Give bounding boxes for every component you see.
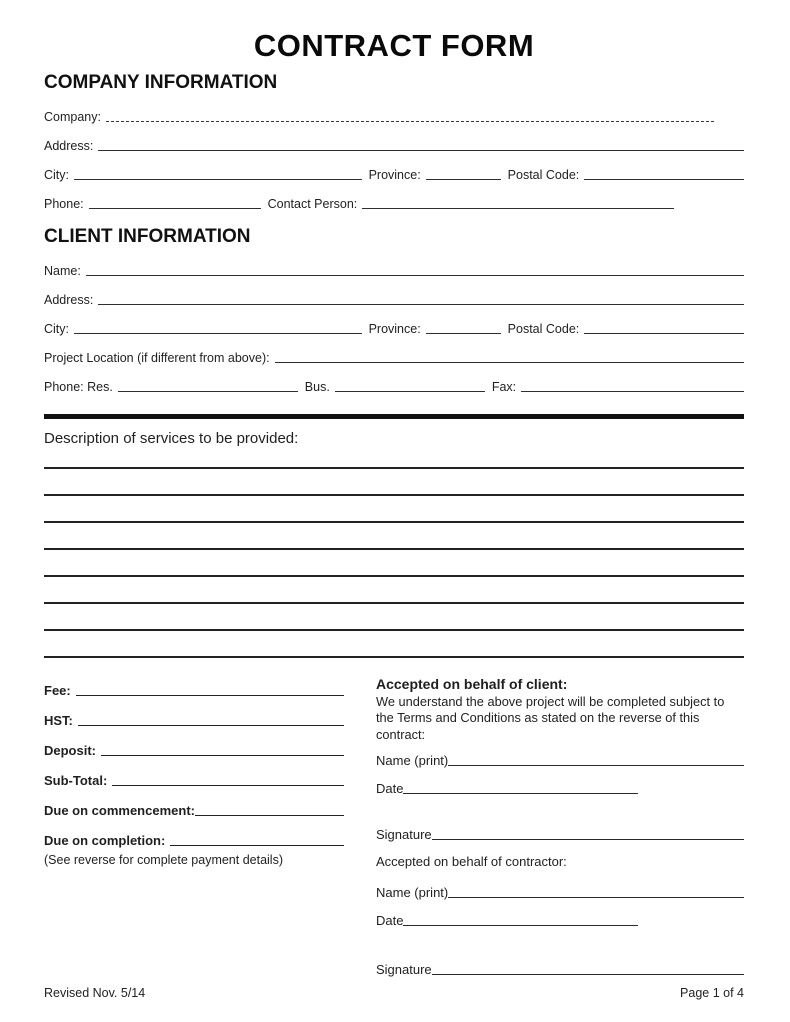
client-signature-input-line[interactable] [432,839,744,840]
revision-note: Revised Nov. 5/14 [44,986,146,1000]
client-city-row [44,307,744,336]
contractor-name-print-row [376,870,744,900]
company-postal-code-input-line[interactable] [584,179,744,180]
contractor-date-input-line[interactable] [403,925,638,926]
client-city-label: City: [44,321,69,336]
client-address-row [44,278,744,307]
company-input-line[interactable] [106,121,714,122]
contractor-name-print-input-line[interactable] [448,897,744,898]
company-postal-code-label: Postal Code: [507,167,580,182]
fee-label: Fee: [44,682,71,698]
due-completion-input-line[interactable] [170,845,344,846]
project-location-row [44,336,744,365]
company-label: Company: [44,109,101,124]
hst-label: HST: [44,712,73,728]
contact-person-label: Contact Person: [267,196,358,211]
company-province-input-line[interactable] [426,179,501,180]
phone-bus-label: Bus. [304,379,330,394]
company-phone-input-line[interactable] [89,208,261,209]
client-signature-label: Signature [376,827,432,843]
due-commencement-label: Due on commencement: [44,802,195,818]
page-title: CONTRACT FORM [253,28,535,63]
deposit-input-line[interactable] [101,755,344,756]
client-date-label: Date [376,781,404,797]
contractor-acceptance-heading: Accepted on behalf of contractor: [376,854,567,870]
company-name-row [44,95,744,124]
deposit-label: Deposit: [44,742,96,758]
client-section-heading: CLIENT INFORMATION [44,225,251,247]
due-completion-row [44,818,344,848]
due-commencement-input-line[interactable] [195,815,344,816]
fee-row [44,674,344,698]
client-postal-code-label: Postal Code: [507,321,580,336]
company-address-label: Address: [44,138,94,153]
page-number: Page 1 of 4 [680,986,744,1000]
client-address-label: Address: [44,292,94,307]
client-postal-code-input-line[interactable] [584,333,744,334]
hst-input-line[interactable] [78,725,344,726]
project-location-input-line[interactable] [275,362,744,363]
description-line[interactable] [44,550,744,577]
description-line[interactable] [44,523,744,550]
description-line[interactable] [44,496,744,523]
company-city-input-line[interactable] [74,179,362,180]
client-acceptance-heading: Accepted on behalf of client: [376,675,568,692]
contact-person-input-line[interactable] [362,208,674,209]
contractor-name-print-label: Name (print) [376,885,449,901]
hst-row [44,698,344,728]
acceptance-column [376,674,744,978]
client-name-print-input-line[interactable] [448,765,744,766]
due-completion-label: Due on completion: [44,832,166,848]
fee-input-line[interactable] [76,695,344,696]
phone-res-input-line[interactable] [118,391,298,392]
due-commencement-row [44,788,344,818]
client-name-row [44,249,744,278]
client-signature-row [376,814,744,842]
services-description-label: Description of services to be provided: [44,429,299,447]
contractor-signature-input-line[interactable] [432,974,744,975]
sub-total-label: Sub-Total: [44,772,108,788]
contractor-date-row [376,900,744,928]
client-province-input-line[interactable] [426,333,501,334]
terms-statement: We understand the above project will be completed subject to the Terms and Conditions as stated on the reverse of this contract: [376,693,725,743]
company-address-row [44,124,744,153]
description-line[interactable] [44,577,744,604]
client-date-input-line[interactable] [403,793,638,794]
client-name-print-row [376,744,744,768]
phone-res-label: Phone: Res. [44,379,113,394]
contractor-signature-label: Signature [376,962,432,978]
company-city-row [44,153,744,182]
company-phone-row [44,182,744,211]
contractor-signature-row [376,949,744,977]
company-section-heading: COMPANY INFORMATION [44,72,278,93]
deposit-row [44,728,344,758]
description-line[interactable] [44,631,744,658]
client-address-input-line[interactable] [98,304,744,305]
phone-bus-input-line[interactable] [335,391,485,392]
client-name-label: Name: [44,263,81,278]
client-date-row [376,768,744,796]
description-lines [44,448,744,658]
sub-total-input-line[interactable] [112,785,344,786]
client-name-print-label: Name (print) [376,753,449,769]
payment-details-note: (See reverse for complete payment details) [44,852,283,867]
company-province-label: Province: [368,167,421,182]
payment-column [44,674,344,978]
description-line[interactable] [44,604,744,631]
company-phone-label: Phone: [44,196,84,211]
client-name-input-line[interactable] [86,275,744,276]
bottom-section [44,674,744,978]
fax-input-line[interactable] [521,391,744,392]
page-footer [44,986,744,1000]
company-city-label: City: [44,167,69,182]
company-address-input-line[interactable] [98,150,744,151]
section-divider [44,414,744,419]
client-province-label: Province: [368,321,421,336]
client-city-input-line[interactable] [74,333,362,334]
description-line[interactable] [44,448,744,469]
description-line[interactable] [44,469,744,496]
fax-label: Fax: [491,379,517,394]
contractor-date-label: Date [376,913,404,929]
sub-total-row [44,758,344,788]
project-location-label: Project Location (if different from above): [44,350,270,365]
client-phone-row [44,365,744,394]
